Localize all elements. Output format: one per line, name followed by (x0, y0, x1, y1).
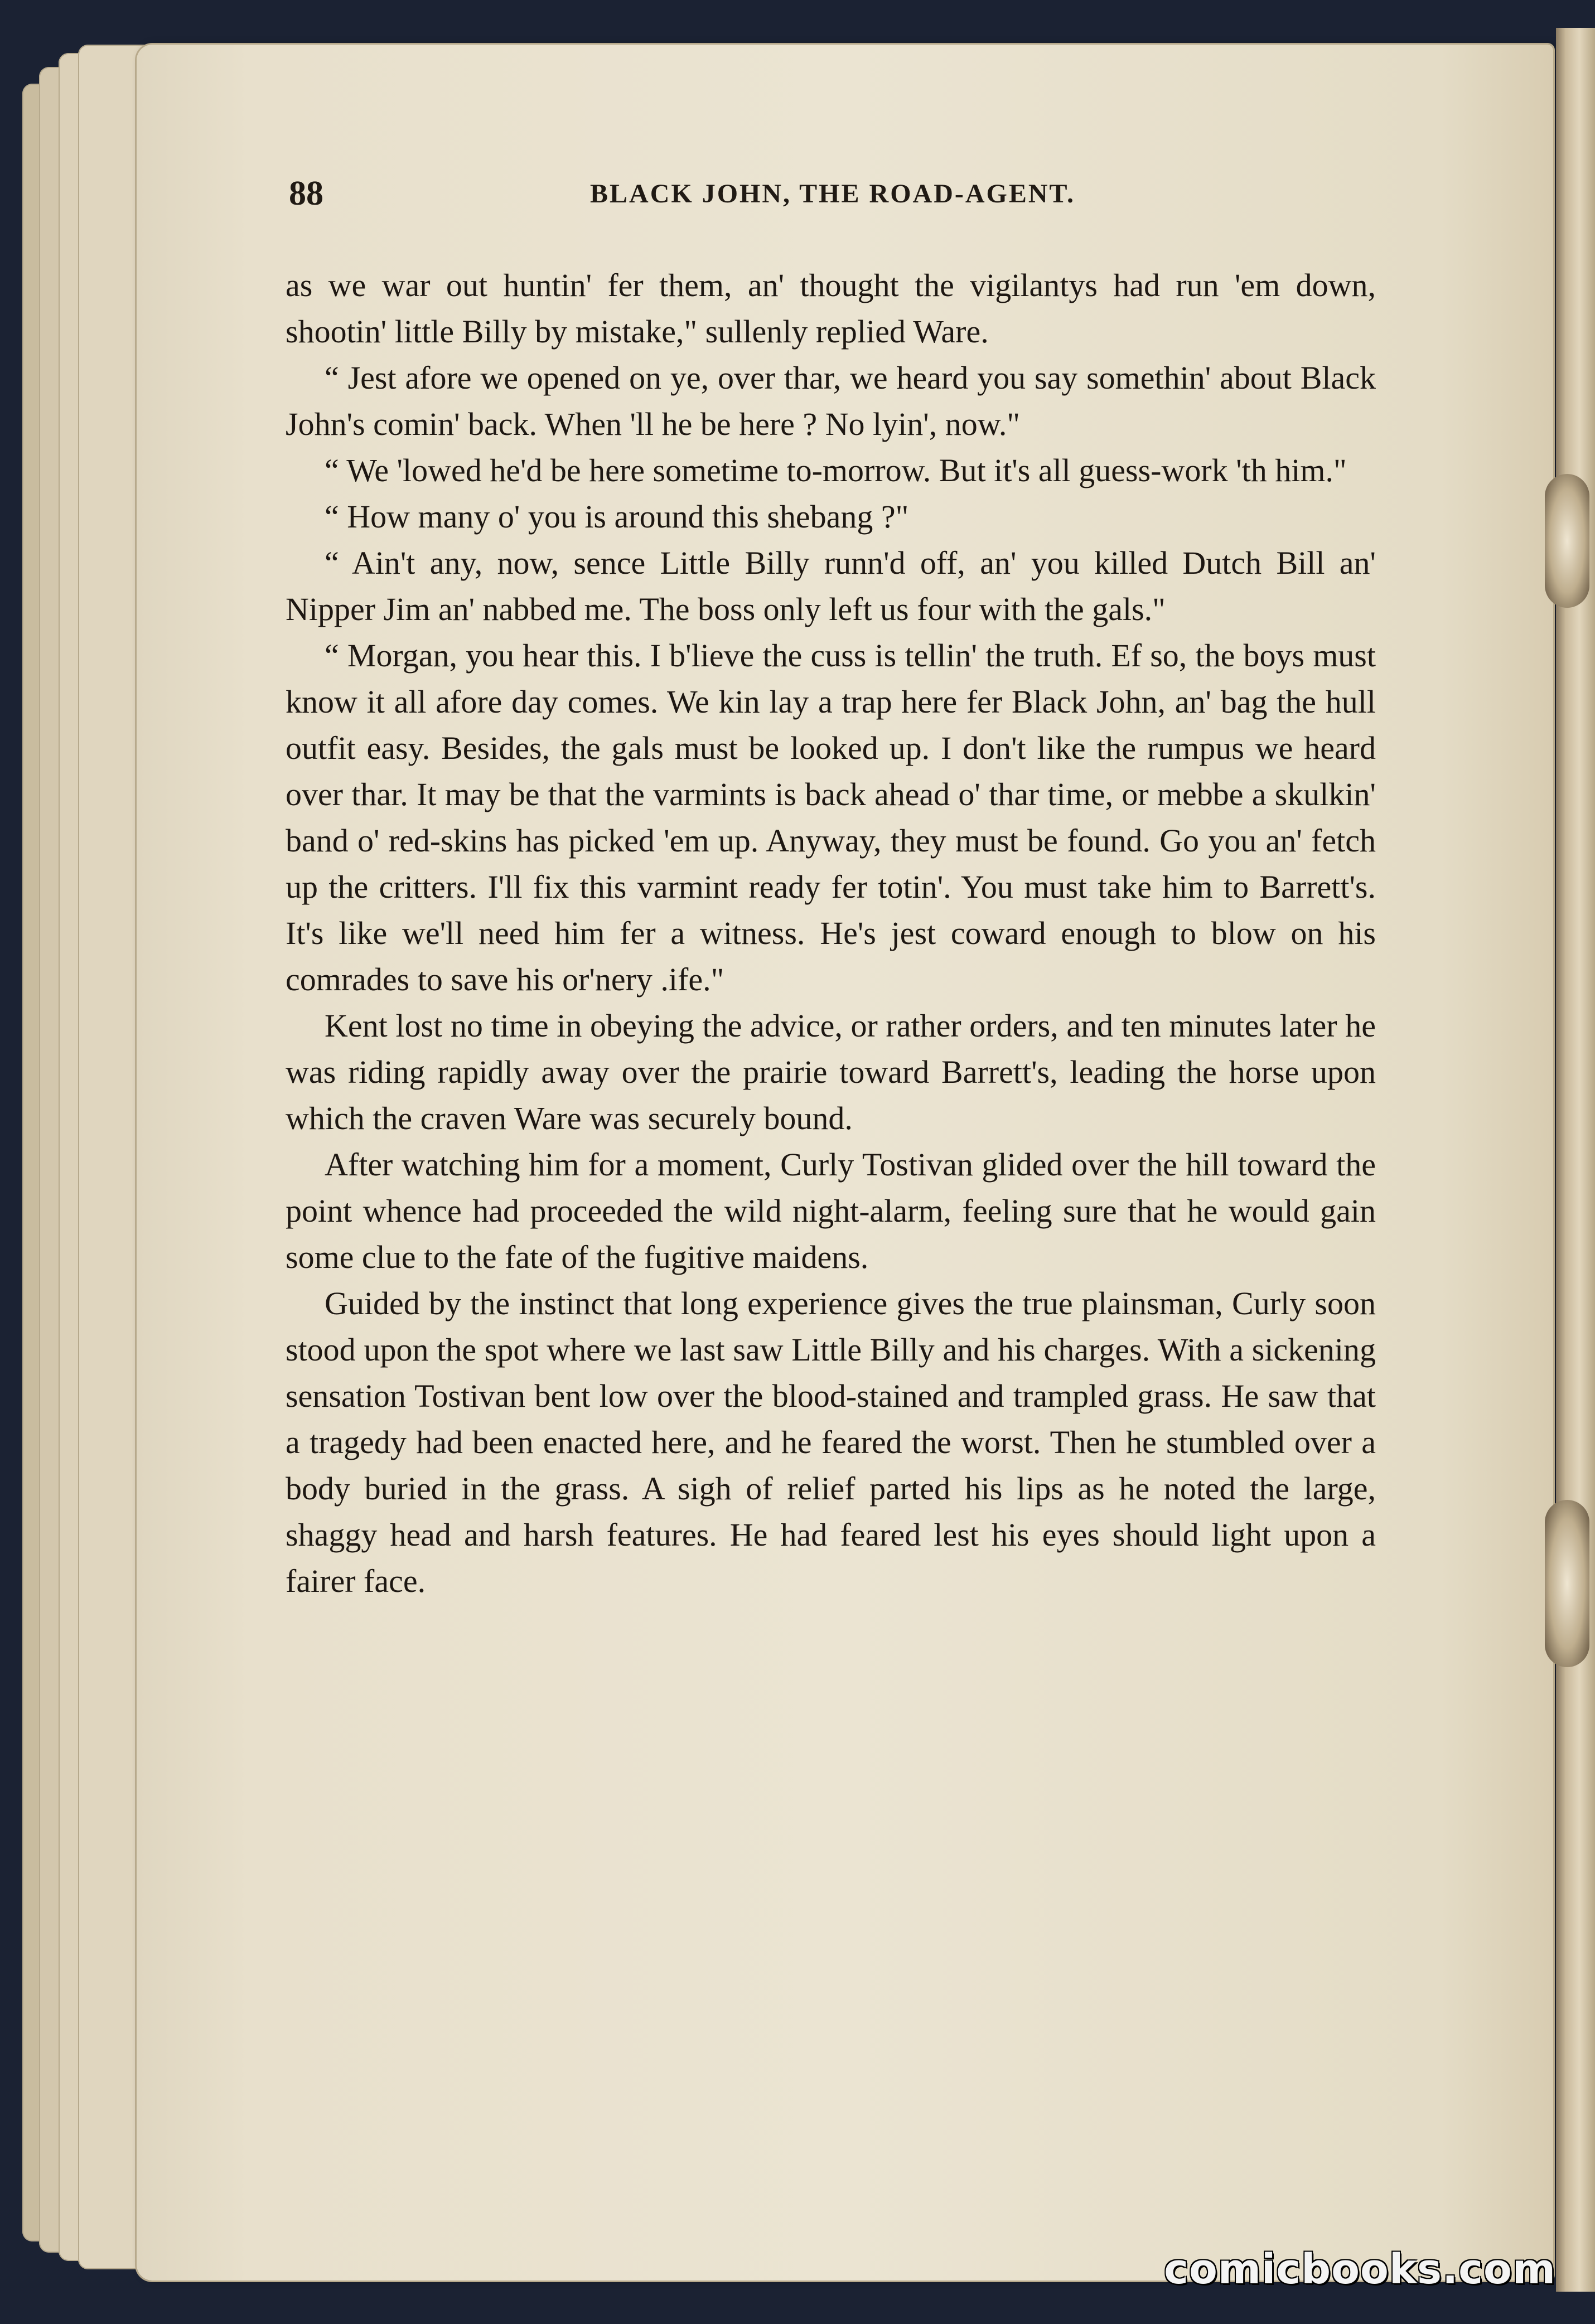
paragraph: After watching him for a moment, Curly Tostivan glided over the hill toward the point whence had proceeded the wild night-alarm, feeling sure that he would gain some clue to the fate of the fugitive maidens. (286, 1146, 1376, 1275)
binding-thread (1545, 474, 1589, 608)
paragraph: “ We 'lowed he'd be here sometime to-morrow. But it's all guess-work 'th him." (325, 452, 1347, 488)
paragraph: Kent lost no time in obeying the advice, or rather orders, and ten minutes later he was riding rapidly away over the prairie toward Barrett's, leading the horse upon which the craven Ware was securely bound. (286, 1008, 1376, 1136)
binding-thread (1545, 1500, 1589, 1667)
running-title: BLACK JOHN, THE ROAD-AGENT. (590, 179, 1075, 209)
book-binding (1556, 28, 1595, 2292)
paragraph: “ Jest afore we opened on ye, over thar, we heard you say somethin' about Black John's comin' back. When 'll he be here ? No lyin', now." (286, 360, 1376, 442)
paragraph: as we war out huntin' fer them, an' thought the vigilantys had run 'em down, shootin' little Billy by mistake," sullenly replied Ware. (286, 267, 1376, 350)
body-text (286, 262, 1376, 1604)
paragraph: “ How many o' you is around this shebang ?" (325, 498, 909, 535)
page-number: 88 (289, 175, 323, 212)
paragraph: “ Morgan, you hear this. I b'lieve the cuss is tellin' the truth. Ef so, the boys must know it all afore day comes. We kin lay a trap here fer Black John, an' bag the hull outfit easy. Besides, the gals must be looked up. I don't like the rumpus we heard over thar. It may be that the varmints is back ahead o' thar time, or mebbe a skulkin' band o' red-skins has picked 'em up. Anyway, they must be found. Go you an' fetch up the critters. I'll fix this varmint ready fer totin'. You must take him to Barrett's. It's like we'll need him fer a witness. He's jest coward enough to blow on his comrades to save his or'nery .ife." (286, 637, 1376, 998)
watermark: comicbooks.com (1164, 2245, 1556, 2293)
paragraph: Guided by the instinct that long experience gives the true plainsman, Curly soon stood upon the spot where we last saw Little Billy and his charges. With a sickening sensation Tostivan bent low over the blood-stained and trampled grass. He saw that a tragedy had been enacted here, and he feared the worst. Then he stumbled over a body buried in the grass. A sigh of relief parted his lips as he noted the large, shaggy head and harsh features. He had feared lest his eyes should light upon a fairer face. (286, 1285, 1376, 1599)
page-header (289, 174, 1376, 224)
paragraph: “ Ain't any, now, sence Little Billy runn'd off, an' you killed Dutch Bill an' Nipper Jim an' nabbed me. The boss only left us four with the gals." (286, 545, 1376, 627)
